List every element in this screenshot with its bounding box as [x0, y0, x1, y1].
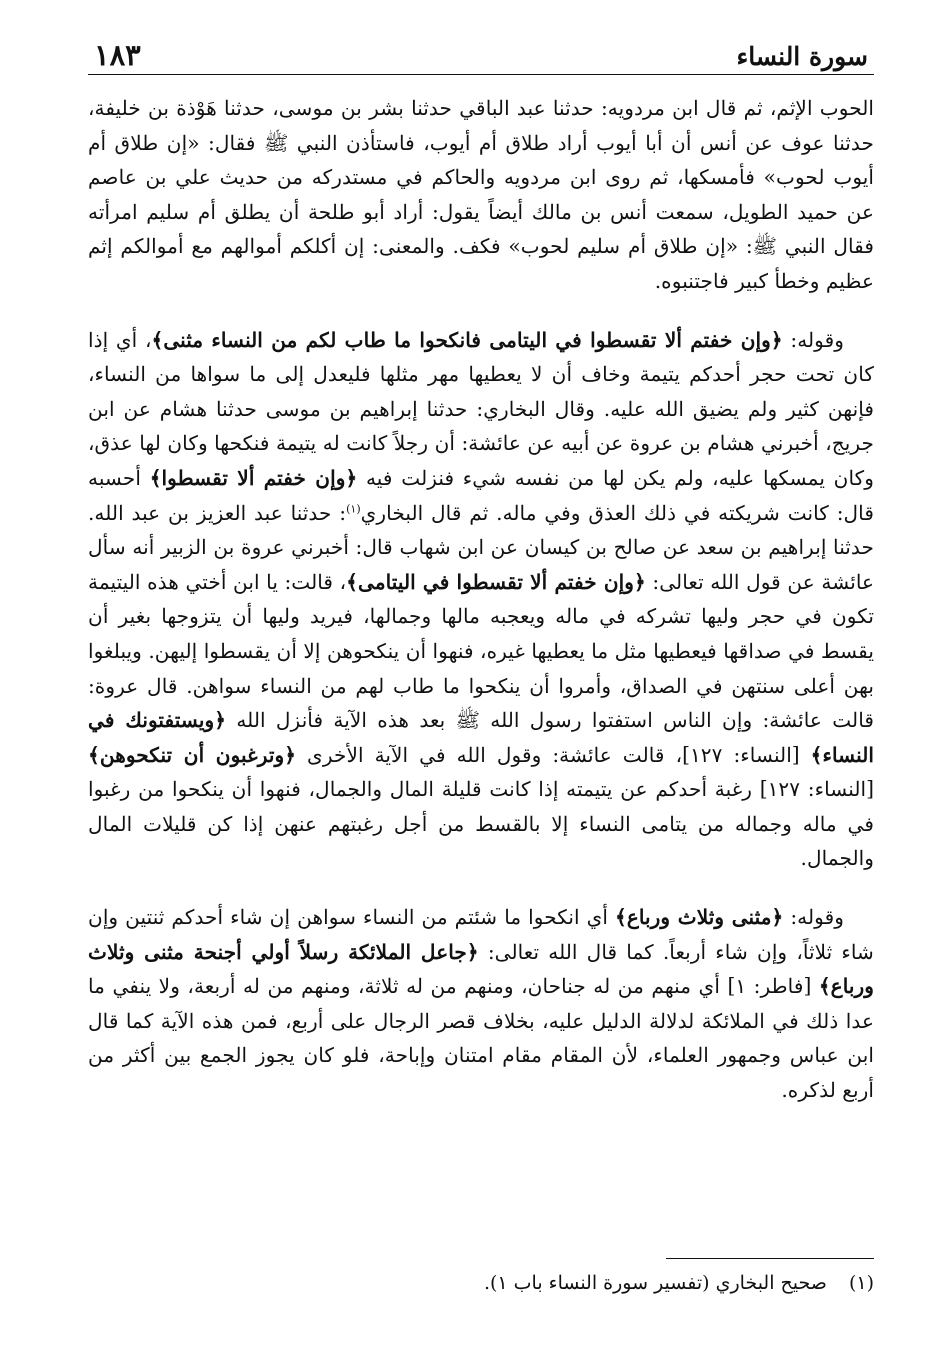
text-segment: ، قالت: يا ابن أختي هذه اليتيمة تكون في حجر وليها تشركه في ماله ويعجبه مالها وجمالها، فيريد وليها أن يتزوجها بغير أن يقسط في صداقها فيعطيها مثل ما يعطيها غيره، فنهوا أن ينكحوهن إلا أن يقسطوا إليهن. ويبلغوا بهن أعلى سنتهن في الصداق، وأمروا أن ينكحوا ما طاب لهم من النساء سواهن. قال عروة: قالت عائشة: وإن الناس استفتوا رسول الله ﷺ بعد هذه الآية فأنزل الله — [88, 569, 875, 733]
text-segment: الحوب الإثم، ثم قال ابن مردويه: حدثنا عبد الباقي حدثنا بشر بن موسى، حدثنا هَوْذة بن خليفة، حدثنا عوف عن أنس أن أبا أيوب أراد طلاق أم أيوب، فاستأذن النبي ﷺ فقال: «إن طلاق أم أيوب لحوب» فأمسكها، ثم روى ابن مردويه والحاكم في مستدركه من حديث علي بن عاصم عن حميد الطويل، سمعت أنس بن مالك أيضاً يقول: أراد أبو طلحة أن يطلق أم سليم امرأته فقال النبي ﷺ: «إن طلاق أم سليم لحوب» فكف. والمعنى: إن أكلكم أموالهم مع أموالكم إثم عظيم وخطأ كبير فاجتنبوه. — [88, 96, 874, 293]
quran-quote: ﴿وإن خفتم ألا تقسطوا﴾ — [149, 465, 358, 490]
surah-title: سورة النساء — [736, 42, 868, 71]
text-segment: أحسبه قال: كانت شريكته في ذلك العذق وفي ماله. ثم قال البخاري — [88, 465, 874, 525]
paragraph — [88, 91, 874, 299]
paragraph — [88, 323, 874, 877]
quran-quote: ﴿وإن خفتم ألا تقسطوا في اليتامى﴾ — [346, 569, 646, 594]
text-segment: وقوله: — [782, 327, 845, 352]
text-segment: : حدثنا عبد العزيز بن عبد الله. حدثنا إبراهيم بن سعد عن صالح بن كيسان عن ابن شهاب قال: أخبرني عروة بن الزبير أنه سأل عائشة عن قول الله تعالى: — [88, 500, 875, 594]
text-segment: وقوله: — [783, 905, 844, 930]
page-header — [88, 36, 874, 75]
page-number: ١٨٣ — [94, 38, 141, 72]
quran-quote: ﴿وإن خفتم ألا تقسطوا في اليتامى فانكحوا ما طاب لكم من النساء مثنى﴾ — [151, 327, 783, 352]
footnote-divider — [666, 1258, 874, 1259]
book-page — [88, 36, 874, 1336]
paragraph — [88, 900, 874, 1108]
footnote-marker: (١) — [848, 1272, 874, 1294]
text-segment: [النساء: ١٢٧] رغبة أحدكم عن يتيمته إذا كانت قليلة المال والجمال، فنهوا أن ينكحوا من رغبوا في ماله وجماله من يتامى النساء إلا بالقسط من أجل رغبتهم عنهن إذا كن قليلات المال والجمال. — [88, 777, 874, 871]
quran-quote: ﴿ويستفتونك في النساء﴾ — [88, 708, 875, 767]
text-segment: [النساء: ١٢٧]، قالت عائشة: وقول الله في الآية الأخرى — [296, 742, 811, 767]
footnote-text: صحيح البخاري (تفسير سورة النساء باب ١). — [483, 1272, 827, 1294]
main-text — [88, 91, 874, 1108]
text-segment: [فاطر: ١] أي منهم من له جناحان، ومنهم من له ثلاثة، ومنهم من له أربعة، ولا ينفي ما عدا ذلك في الملائكة لدلالة الدليل عليه، بخلاف قصر الرجال على أربع، فمن هذه الآية كما قال ابن عباس وجمهور العلماء، لأن المقام مقام امتنان وإباحة، فلو كان يجوز الجمع بين أكثر من أربع لذكره. — [88, 974, 874, 1103]
footnote — [88, 1268, 874, 1298]
text-segment: أي انكحوا ما شئتم من النساء سواهن إن شاء أحدكم ثنتين وإن شاء ثلاثاً، وإن شاء أربعاً. كما قال الله تعالى: — [88, 905, 874, 964]
quran-quote: ﴿جاعل الملائكة رسلاً أولي أجنحة مثنى وثلاث ورباع﴾ — [88, 939, 874, 999]
quran-quote: ﴿وترغبون أن تنكحوهن﴾ — [88, 742, 297, 767]
text-segment: ، أي إذا كان تحت حجر أحدكم يتيمة وخاف أن لا يعطيها مهر مثلها فليعدل إلى ما سواها من النساء، فإنهن كثير ولم يضيق الله عليه. وقال البخاري: حدثنا إبراهيم بن موسى حدثنا هشام عن ابن جريج، أخبرني هشام بن عروة عن أبيه عن عائشة: أن رجلاً كانت له يتيمة فنكحها وكان لها عذق، وكان يمسكها عليه، ولم يكن لها من نفسه شيء فنزلت فيه — [88, 327, 874, 490]
footnote-reference: (١) — [346, 501, 361, 515]
quran-quote: ﴿مثنى وثلاث ورباع﴾ — [614, 905, 784, 930]
